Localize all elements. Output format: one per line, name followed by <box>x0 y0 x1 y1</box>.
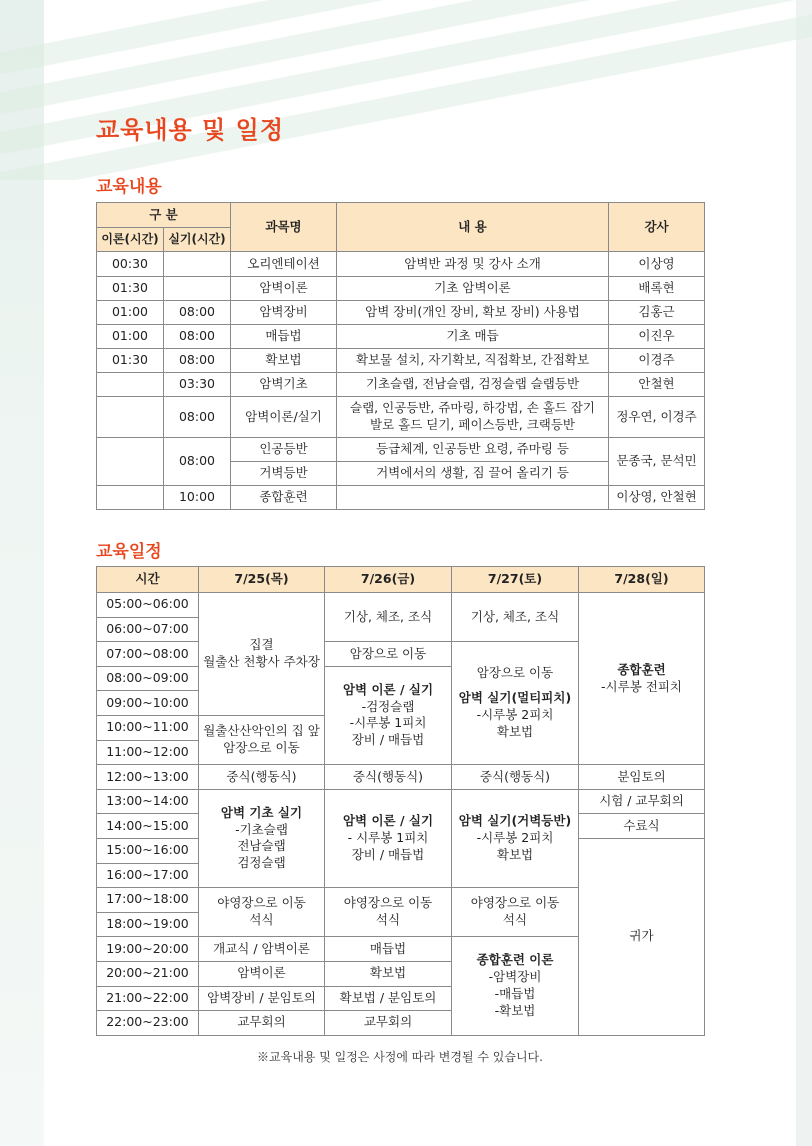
header-day1: 7/25(목) <box>199 567 325 593</box>
time-cell: 13:00~14:00 <box>97 789 199 814</box>
footnote: ※교육내용 및 일정은 사정에 따라 변경될 수 있습니다. <box>257 1050 543 1064</box>
theory-cell: 01:00 <box>97 301 164 325</box>
practice-cell: 08:00 <box>164 438 231 486</box>
d2-am-cell <box>325 666 452 764</box>
d2-am-title: 암벽 이론 / 실기 <box>342 681 434 697</box>
d4-exam-cell: 시험 / 교무회의 <box>579 789 705 814</box>
d1-camp-line: 석식 <box>249 912 274 928</box>
time-cell: 12:00~13:00 <box>97 765 199 790</box>
d2-am-line: -시루봉 1피치 <box>349 715 427 731</box>
d3-pm-line: 확보법 <box>496 846 534 862</box>
d2-camp-cell <box>325 888 452 937</box>
d2-move-cell: 암장으로 이동 <box>325 642 452 667</box>
gather-line: 집결 <box>249 637 274 653</box>
practice-cell: 03:30 <box>164 373 231 397</box>
d3-am-line: 확보법 <box>496 724 534 740</box>
detail-cell: 암벽 장비(개인 장비, 확보 장비) 사용법 <box>337 301 609 325</box>
subject-cell: 종합훈련 <box>231 486 337 510</box>
practice-cell: 08:00 <box>164 325 231 349</box>
table-row <box>97 486 705 510</box>
instructor-cell: 김홍근 <box>609 301 705 325</box>
time-cell: 06:00~07:00 <box>97 617 199 642</box>
content-section-title: 교육내용 <box>96 177 162 197</box>
time-cell: 09:00~10:00 <box>97 691 199 716</box>
time-cell: 05:00~06:00 <box>97 593 199 618</box>
table-row <box>97 252 705 277</box>
subject-cell: 매듭법 <box>231 325 337 349</box>
header-day2: 7/26(금) <box>325 567 452 593</box>
time-cell: 11:00~12:00 <box>97 740 199 765</box>
time-cell: 22:00~23:00 <box>97 1011 199 1036</box>
schedule-row <box>97 593 705 618</box>
time-cell: 07:00~08:00 <box>97 642 199 667</box>
detail-cell <box>337 486 609 510</box>
d1-camp-line: 야영장으로 이동 <box>217 895 306 911</box>
d3-am-title: 암벽 실기(멀티피치) <box>458 690 572 706</box>
header-day4: 7/28(일) <box>579 567 705 593</box>
theory-cell: 01:30 <box>97 277 164 301</box>
header-detail: 내 용 <box>337 203 609 252</box>
subject-cell: 인공등반 <box>231 438 337 462</box>
detail-cell: 암벽반 과정 및 강사 소개 <box>337 252 609 277</box>
d3-am-line: -시루봉 2피치 <box>476 707 554 723</box>
instructor-cell: 이상영, 안철현 <box>609 486 705 510</box>
time-cell: 17:00~18:00 <box>97 888 199 913</box>
d2-evening-cell: 교무회의 <box>325 1011 452 1036</box>
time-cell: 14:00~15:00 <box>97 814 199 839</box>
d4-am-title: 종합훈련 <box>617 661 666 677</box>
d4-discuss-cell: 분임토의 <box>579 765 705 790</box>
d1-pm-line: 검정슬랩 <box>237 855 286 871</box>
practice-cell: 10:00 <box>164 486 231 510</box>
d2-camp-line: 석식 <box>375 912 401 928</box>
time-cell: 19:00~20:00 <box>97 937 199 962</box>
detail-cell: 거벽에서의 생활, 짐 끌어 올리기 등 <box>337 462 609 486</box>
detail-line: 발로 홀드 딛기, 페이스등반, 크랙등반 <box>370 417 575 432</box>
content-header-row <box>97 203 705 228</box>
table-row <box>97 373 705 397</box>
d3-ev-line: -암벽장비 <box>488 969 542 985</box>
time-cell: 10:00~11:00 <box>97 715 199 740</box>
practice-cell: 08:00 <box>164 301 231 325</box>
detail-cell: 확보물 설치, 자기확보, 직접확보, 간접확보 <box>337 349 609 373</box>
d1-pm-cell <box>199 789 325 887</box>
practice-cell: 08:00 <box>164 397 231 438</box>
schedule-header-row <box>97 567 705 593</box>
theory-cell: 01:30 <box>97 349 164 373</box>
d2-morning-cell: 기상, 체조, 조식 <box>325 593 452 642</box>
d2-pm-cell <box>325 789 452 887</box>
instructor-cell: 이상영 <box>609 252 705 277</box>
schedule-table <box>96 566 705 1036</box>
instructor-cell: 이진우 <box>609 325 705 349</box>
time-cell: 18:00~19:00 <box>97 912 199 937</box>
d2-pm-line: 장비 / 매듭법 <box>351 846 425 862</box>
d2-am-line: -검정슬랩 <box>361 698 415 714</box>
d2-evening-cell: 확보법 <box>325 961 452 986</box>
d3-lunch-cell: 중식(행동식) <box>452 765 579 790</box>
d2-evening-cell: 확보법 / 분임토의 <box>325 986 452 1011</box>
d4-am-line: -시루봉 전피치 <box>601 678 682 694</box>
theory-cell: 00:30 <box>97 252 164 277</box>
theory-cell <box>97 397 164 438</box>
d1-pm-line: 전남슬랩 <box>237 838 286 854</box>
d3-ev-line: -확보법 <box>494 1002 536 1018</box>
detail-cell: 기초 암벽이론 <box>337 277 609 301</box>
d1-pm-line: -기초슬랩 <box>235 821 288 837</box>
d3-camp-cell <box>452 888 579 937</box>
d2-camp-line: 야영장으로 이동 <box>343 895 433 911</box>
time-cell: 15:00~16:00 <box>97 838 199 863</box>
time-cell: 16:00~17:00 <box>97 863 199 888</box>
header-practice: 실기(시간) <box>164 228 231 252</box>
table-row <box>97 438 705 462</box>
table-row <box>97 397 705 438</box>
d3-pm-cell <box>452 789 579 887</box>
detail-line: 슬랩, 인공등반, 쥬마링, 하강법, 손 홀드 잡기 <box>350 400 596 416</box>
d1-camp-cell <box>199 888 325 937</box>
detail-cell <box>337 397 609 438</box>
header-day3: 7/27(토) <box>452 567 579 593</box>
d3-move-line: 암장으로 이동 <box>476 665 554 681</box>
table-row <box>97 349 705 373</box>
header-instructor: 강사 <box>609 203 705 252</box>
d3-ev-title: 종합훈련 이론 <box>476 952 554 968</box>
gather-line: 월출산 천황사 주차장 <box>203 653 320 669</box>
theory-cell: 01:00 <box>97 325 164 349</box>
instructor-cell: 이경주 <box>609 349 705 373</box>
page-title: 교육내용 및 일정 <box>96 116 284 144</box>
detail-cell: 기초 매듭 <box>337 325 609 349</box>
detail-cell: 등급체계, 인공등반 요령, 쥬마링 등 <box>337 438 609 462</box>
header-time: 시간 <box>97 567 199 593</box>
practice-cell <box>164 277 231 301</box>
subject-cell: 거벽등반 <box>231 462 337 486</box>
d3-pm-line: -시루봉 2피치 <box>476 830 554 845</box>
header-group: 구 분 <box>97 203 231 228</box>
subject-cell: 암벽이론/실기 <box>231 397 337 438</box>
d3-camp-line: 석식 <box>502 912 528 928</box>
d2-pm-title: 암벽 이론 / 실기 <box>342 813 434 829</box>
d4-ceremony-cell: 수료식 <box>579 814 705 839</box>
subject-cell: 암벽기초 <box>231 373 337 397</box>
theory-cell <box>97 438 164 486</box>
d3-pm-title: 암벽 실기(거벽등반) <box>458 813 572 829</box>
theory-cell <box>97 486 164 510</box>
d1-move-line: 월출산산악인의 집 앞 <box>203 723 320 739</box>
instructor-cell: 배록현 <box>609 277 705 301</box>
subject-cell: 확보법 <box>231 349 337 373</box>
d2-lunch-cell: 중식(행동식) <box>325 765 452 790</box>
d2-am-line: 장비 / 매듭법 <box>351 732 425 748</box>
d3-morning-cell: 기상, 체조, 조식 <box>452 593 579 642</box>
d2-evening-cell: 매듭법 <box>325 937 452 962</box>
d1-pm-title: 암벽 기초 실기 <box>220 804 303 820</box>
d1-evening-cell: 암벽장비 / 분임토의 <box>199 986 325 1011</box>
schedule-row <box>97 789 705 814</box>
schedule-row <box>97 765 705 790</box>
subject-cell: 오리엔테이션 <box>231 252 337 277</box>
time-cell: 20:00~21:00 <box>97 961 199 986</box>
schedule-section-title: 교육일정 <box>96 542 162 562</box>
d1-lunch-cell: 중식(행동식) <box>199 765 325 790</box>
content-table <box>96 202 705 510</box>
table-row <box>97 301 705 325</box>
d3-ev-line: -매듭법 <box>494 986 536 1001</box>
d4-home-cell: 귀가 <box>579 838 705 1035</box>
d1-evening-cell: 교무회의 <box>199 1011 325 1036</box>
time-cell: 08:00~09:00 <box>97 666 199 691</box>
header-subject: 과목명 <box>231 203 337 252</box>
d2-pm-line: - 시루봉 1피치 <box>347 830 429 845</box>
d1-gather-cell <box>199 593 325 716</box>
subject-cell: 암벽장비 <box>231 301 337 325</box>
d3-camp-line: 야영장으로 이동 <box>470 895 560 911</box>
d1-move-cell <box>199 715 325 764</box>
practice-cell: 08:00 <box>164 349 231 373</box>
practice-cell <box>164 252 231 277</box>
d3-am-cell <box>452 642 579 765</box>
d3-evening-cell <box>452 937 579 1035</box>
d1-evening-cell: 암벽이론 <box>199 961 325 986</box>
table-row <box>97 277 705 301</box>
d1-move-line: 암장으로 이동 <box>223 740 300 756</box>
instructor-cell: 문종국, 문석민 <box>609 438 705 486</box>
instructor-cell: 안철현 <box>609 373 705 397</box>
detail-cell: 기초슬랩, 전남슬랩, 검정슬랩 슬랩등반 <box>337 373 609 397</box>
table-row <box>97 325 705 349</box>
header-theory: 이론(시간) <box>97 228 164 252</box>
header-stripe-decoration <box>0 0 812 180</box>
time-cell: 21:00~22:00 <box>97 986 199 1011</box>
subject-cell: 암벽이론 <box>231 277 337 301</box>
d1-evening-cell: 개교식 / 암벽이론 <box>199 937 325 962</box>
instructor-cell: 정우연, 이경주 <box>609 397 705 438</box>
theory-cell <box>97 373 164 397</box>
d4-am-cell <box>579 593 705 765</box>
